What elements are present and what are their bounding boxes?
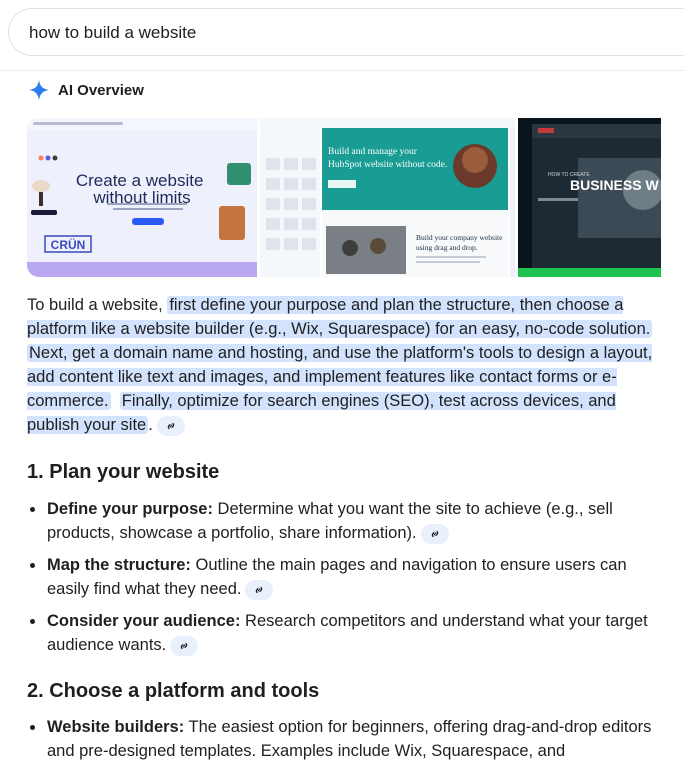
summary-highlight-2[interactable]: Next, get a domain name and hosting, and use the platform's tools to design a layout, add content like text and images, and implement features like contact forms or e-commerce. — [27, 344, 653, 410]
source-link-button[interactable] — [421, 524, 449, 544]
link-icon — [253, 584, 265, 596]
item-text: Research competitors and understand what your target audience wants. — [47, 612, 648, 654]
list-item — [27, 609, 657, 657]
bullet-dot — [30, 507, 35, 512]
sparkle-icon — [28, 79, 50, 101]
item-term: Define your purpose: — [47, 500, 213, 518]
crun-logo-text: CRÜN — [50, 238, 86, 252]
overview-summary — [27, 293, 657, 437]
list-item — [27, 553, 657, 601]
svg-text:BUSINESS W: BUSINESS W — [570, 177, 659, 193]
plan-list — [27, 497, 657, 665]
overview-image-3[interactable] — [518, 118, 661, 277]
overview-image-1[interactable] — [27, 118, 257, 277]
link-icon — [165, 420, 177, 432]
summary-highlight-3[interactable]: Finally, optimize for search engines (SEO), test across devices, and publish your site — [27, 392, 616, 434]
link-icon — [429, 528, 441, 540]
item-text: Determine what you want the site to achieve (e.g., sell products, showcase a portfolio, share information). — [47, 500, 613, 542]
bullet-dot — [30, 725, 35, 730]
search-bar[interactable] — [8, 8, 684, 56]
bullet-dot — [30, 563, 35, 568]
list-item — [27, 497, 657, 545]
ai-overview-header — [28, 78, 144, 102]
section-heading-plan: 1. Plan your website — [27, 461, 220, 483]
overview-image-2[interactable] — [260, 118, 515, 277]
svg-text:Create a website without: Create a website without limits — [75, 171, 204, 207]
summary-end: . — [148, 416, 153, 434]
ai-overview-title: AI Overview — [58, 81, 144, 99]
source-link-button[interactable] — [157, 416, 185, 436]
header-divider — [0, 70, 684, 71]
svg-text:HOW TO CREATE: HOW TO CREATE — [548, 172, 590, 178]
list-item — [27, 715, 657, 763]
item-term: Website builders: — [47, 718, 185, 736]
svg-text:using drag and drop.: using drag and drop. — [416, 243, 478, 252]
source-link-button[interactable] — [245, 580, 273, 600]
svg-text:Build and manage your: Build and manage your — [328, 147, 417, 157]
summary-lead: To build a website, — [27, 296, 168, 314]
item-term: Map the structure: — [47, 556, 191, 574]
platform-list — [27, 715, 657, 771]
section-heading-platform: 2. Choose a platform and tools — [27, 680, 320, 702]
svg-text:HubSpot website without code.: HubSpot website without code. — [328, 160, 448, 170]
source-link-button[interactable] — [170, 636, 198, 656]
bullet-dot — [30, 619, 35, 624]
search-query[interactable]: how to build a website — [29, 23, 197, 42]
item-term: Consider your audience: — [47, 612, 241, 630]
item-text: Outline the main pages and navigation to ensure users can easily find what they need. — [47, 556, 627, 598]
summary-highlight-1[interactable]: first define your purpose and plan the structure, then choose a platform like a website builder (e.g., Wix, Squarespace) for an easy, no-code solution. — [27, 296, 651, 338]
link-icon — [178, 640, 190, 652]
item-text: The easiest option for beginners, offering drag-and-drop editors and pre-designed templates. Examples include Wix, Squarespace, and — [47, 718, 652, 760]
svg-text:Build your company website: Build your company website — [416, 233, 503, 242]
